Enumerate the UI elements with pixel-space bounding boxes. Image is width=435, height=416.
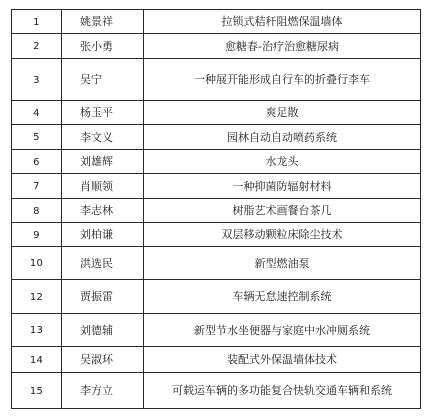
project-title-cell bbox=[144, 125, 421, 150]
table-body bbox=[12, 10, 421, 409]
row-number: 13 bbox=[29, 325, 44, 336]
row-number: 6 bbox=[33, 156, 40, 168]
row-number: 4 bbox=[33, 107, 40, 119]
project-title: 可载运车辆的多功能复合快轨交通车辆和系统 bbox=[172, 384, 392, 397]
row-number: 8 bbox=[33, 205, 40, 217]
row-number: 12 bbox=[29, 291, 44, 303]
row-number-cell bbox=[12, 280, 62, 314]
project-title-cell bbox=[144, 174, 421, 199]
project-title: 双层移动颗粒床除尘技术 bbox=[221, 228, 343, 241]
project-title-cell bbox=[144, 347, 421, 373]
inventor-name-cell bbox=[62, 59, 144, 101]
table-row bbox=[12, 125, 421, 150]
project-title-cell bbox=[144, 59, 421, 101]
inventor-name: 刘雄辉 bbox=[80, 155, 113, 168]
project-title-cell bbox=[144, 199, 421, 223]
project-title: 新型节水坐便器与家庭中水冲厕系统 bbox=[194, 323, 370, 337]
table-row bbox=[12, 174, 421, 199]
project-title: 车辆无怠速控制系统 bbox=[232, 290, 332, 303]
inventor-name-cell bbox=[62, 101, 144, 125]
project-title: 一种展开能形成自行车的折叠行李车 bbox=[194, 73, 370, 86]
project-title: 一种抑菌防辐射材料 bbox=[232, 179, 332, 193]
table-row bbox=[12, 373, 421, 409]
inventor-name-cell bbox=[62, 125, 144, 150]
inventor-name-cell bbox=[62, 280, 144, 314]
table-row bbox=[12, 101, 421, 125]
project-title: 装配式外保温墙体技术 bbox=[227, 353, 337, 366]
row-number: 9 bbox=[33, 229, 40, 241]
row-number-cell bbox=[12, 199, 62, 223]
inventor-name-cell bbox=[62, 314, 144, 347]
row-number: 15 bbox=[29, 385, 44, 397]
row-number-cell bbox=[12, 59, 62, 101]
project-title: 愈糖春-治疗治愈糖尿病 bbox=[225, 39, 339, 53]
project-title: 水龙头 bbox=[265, 155, 299, 168]
inventor-name: 刘德辅 bbox=[80, 323, 113, 337]
inventor-name-cell bbox=[62, 373, 144, 409]
row-number-cell bbox=[12, 101, 62, 125]
row-number-cell bbox=[12, 34, 62, 59]
inventor-name: 刘柏谦 bbox=[80, 228, 113, 241]
project-title-cell bbox=[144, 150, 421, 174]
project-title: 爽足散 bbox=[265, 106, 299, 119]
row-number: 5 bbox=[33, 132, 40, 143]
inventor-name: 李志林 bbox=[80, 204, 113, 217]
row-number-cell bbox=[12, 347, 62, 373]
project-title-cell bbox=[144, 247, 421, 280]
row-number: 2 bbox=[33, 41, 40, 52]
inventor-name: 肖顺领 bbox=[80, 179, 113, 193]
inventor-name-cell bbox=[62, 150, 144, 174]
inventor-name-cell bbox=[62, 347, 144, 373]
project-title-cell bbox=[144, 10, 421, 34]
inventor-name-cell bbox=[62, 174, 144, 199]
row-number: 10 bbox=[29, 258, 44, 269]
inventor-name-cell bbox=[62, 247, 144, 280]
row-number-cell bbox=[12, 125, 62, 150]
row-number-cell bbox=[12, 10, 62, 34]
project-title-cell bbox=[144, 34, 421, 59]
inventor-name: 杨玉平 bbox=[80, 106, 113, 119]
table-row bbox=[12, 314, 421, 347]
table-row bbox=[12, 223, 421, 247]
row-number-cell bbox=[12, 174, 62, 199]
table-row bbox=[12, 347, 421, 373]
table-row bbox=[12, 199, 421, 223]
row-number-cell bbox=[12, 150, 62, 174]
project-title: 园林自动自动喷药系统 bbox=[227, 130, 337, 144]
inventor-name: 洪选民 bbox=[80, 256, 113, 270]
table-row bbox=[12, 59, 421, 101]
inventor-name: 李方立 bbox=[80, 384, 113, 397]
table-row bbox=[12, 150, 421, 174]
inventor-name: 吴淑环 bbox=[80, 353, 113, 366]
table-row bbox=[12, 247, 421, 280]
inventor-name: 张小勇 bbox=[80, 39, 113, 53]
row-number-cell bbox=[12, 247, 62, 280]
inventor-name: 李文义 bbox=[80, 130, 113, 144]
project-title: 树脂艺术画餐台茶几 bbox=[232, 204, 332, 217]
project-title-cell bbox=[144, 101, 421, 125]
row-number: 1 bbox=[33, 16, 40, 28]
project-title-cell bbox=[144, 314, 421, 347]
row-number-cell bbox=[12, 373, 62, 409]
project-title-cell bbox=[144, 280, 421, 314]
project-title: 拉锁式秸秆阻燃保温墙体 bbox=[221, 15, 343, 28]
row-number-cell bbox=[12, 314, 62, 347]
row-number: 3 bbox=[33, 74, 40, 86]
inventor-name: 吴宁 bbox=[80, 73, 102, 86]
inventor-name-cell bbox=[62, 10, 144, 34]
inventor-name: 贾振雷 bbox=[80, 290, 113, 303]
inventor-name-cell bbox=[62, 199, 144, 223]
row-number: 14 bbox=[29, 354, 44, 366]
project-title-cell bbox=[144, 223, 421, 247]
row-number-cell bbox=[12, 223, 62, 247]
table-row bbox=[12, 34, 421, 59]
inventor-name-cell bbox=[62, 34, 144, 59]
row-number: 7 bbox=[33, 181, 40, 192]
inventor-name-cell bbox=[62, 223, 144, 247]
project-title-cell bbox=[144, 373, 421, 409]
project-table bbox=[11, 9, 421, 409]
project-title: 新型燃油泵 bbox=[254, 256, 310, 270]
inventor-name: 姚景祥 bbox=[80, 15, 113, 28]
table-row bbox=[12, 10, 421, 34]
table-row bbox=[12, 280, 421, 314]
